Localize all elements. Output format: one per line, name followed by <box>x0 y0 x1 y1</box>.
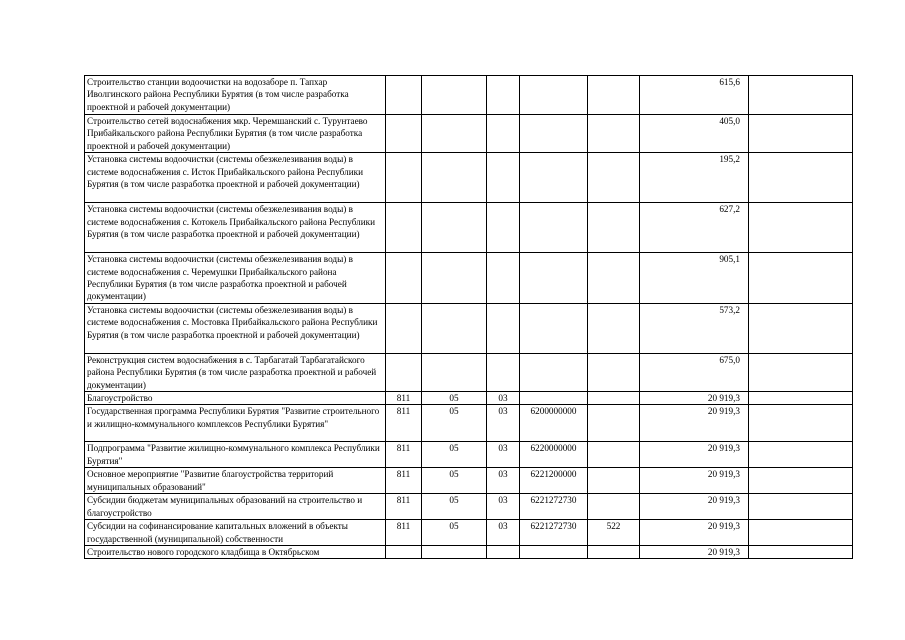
row-csr-cell <box>520 253 588 304</box>
row-amount-cell: 905,1 <box>640 253 749 304</box>
row-vr-cell: 522 <box>588 520 640 546</box>
row-csr-cell: 6221200000 <box>520 468 588 494</box>
table-row <box>85 203 853 253</box>
row-extra-cell <box>749 520 853 546</box>
row-extra-cell <box>749 153 853 203</box>
table-row <box>85 520 853 546</box>
row-amount-cell: 20 919,3 <box>640 392 749 405</box>
row-pr-cell: 03 <box>487 392 520 405</box>
row-extra-cell <box>749 303 853 353</box>
row-csr-cell <box>520 115 588 153</box>
row-csr-cell: 6200000000 <box>520 405 588 442</box>
row-extra-cell <box>749 115 853 153</box>
table-row <box>85 545 853 558</box>
row-rz-cell: 05 <box>422 392 487 405</box>
row-grbs-cell <box>386 153 422 203</box>
row-grbs-cell <box>386 253 422 304</box>
row-rz-cell <box>422 353 487 391</box>
row-name-cell: Благоустройство <box>85 392 386 405</box>
row-grbs-cell: 811 <box>386 494 422 520</box>
row-amount-cell: 20 919,3 <box>640 405 749 442</box>
table-row <box>85 494 853 520</box>
row-grbs-cell <box>386 303 422 353</box>
row-name-cell: Строительство сетей водоснабжения мкр. Черемшанский с. Турунтаево Прибайкальского района Республики Бурятия (в том числе разработка проектной и рабочей документации) <box>85 115 386 153</box>
row-grbs-cell: 811 <box>386 520 422 546</box>
row-extra-cell <box>749 203 853 253</box>
row-amount-cell: 20 919,3 <box>640 545 749 558</box>
row-vr-cell <box>588 442 640 468</box>
row-rz-cell <box>422 76 487 115</box>
table-row <box>85 76 853 115</box>
row-vr-cell <box>588 115 640 153</box>
row-vr-cell <box>588 468 640 494</box>
row-extra-cell <box>749 405 853 442</box>
row-extra-cell <box>749 76 853 115</box>
row-csr-cell: 6221272730 <box>520 494 588 520</box>
row-grbs-cell <box>386 115 422 153</box>
table-row <box>85 115 853 153</box>
budget-table <box>84 75 853 559</box>
row-rz-cell: 05 <box>422 494 487 520</box>
row-pr-cell: 03 <box>487 468 520 494</box>
table-row <box>85 303 853 353</box>
row-pr-cell <box>487 153 520 203</box>
row-csr-cell <box>520 545 588 558</box>
row-vr-cell <box>588 76 640 115</box>
row-rz-cell: 05 <box>422 405 487 442</box>
row-vr-cell <box>588 203 640 253</box>
row-csr-cell: 6220000000 <box>520 442 588 468</box>
row-grbs-cell <box>386 545 422 558</box>
row-name-cell: Установка системы водоочистки (системы обезжелезивания воды) в системе водоснабжения с. Мостовка Прибайкальского района Республики Бурятия (в том числе разработка проектной и рабочей документации) <box>85 303 386 353</box>
row-name-cell: Строительство станции водоочистки на водозаборе п. Тапхар Иволгинского района Республики Бурятия (в том числе разработка проектной и рабочей документации) <box>85 76 386 115</box>
row-amount-cell: 20 919,3 <box>640 442 749 468</box>
table-row <box>85 153 853 203</box>
row-vr-cell <box>588 392 640 405</box>
row-grbs-cell: 811 <box>386 468 422 494</box>
row-amount-cell: 627,2 <box>640 203 749 253</box>
row-csr-cell <box>520 353 588 391</box>
row-amount-cell: 195,2 <box>640 153 749 203</box>
table-body <box>85 76 853 559</box>
row-grbs-cell <box>386 203 422 253</box>
row-rz-cell: 05 <box>422 442 487 468</box>
row-vr-cell <box>588 545 640 558</box>
row-grbs-cell <box>386 76 422 115</box>
row-extra-cell <box>749 468 853 494</box>
row-amount-cell: 615,6 <box>640 76 749 115</box>
row-csr-cell <box>520 153 588 203</box>
row-pr-cell <box>487 76 520 115</box>
row-amount-cell: 573,2 <box>640 303 749 353</box>
row-amount-cell: 675,0 <box>640 353 749 391</box>
table-row <box>85 442 853 468</box>
row-name-cell: Государственная программа Республики Бурятия "Развитие строительного и жилищно-коммунального комплексов Республики Бурятия" <box>85 405 386 442</box>
row-grbs-cell: 811 <box>386 405 422 442</box>
row-name-cell: Установка системы водоочистки (системы обезжелезивания воды) в системе водоснабжения с. Исток Прибайкальского района Республики Бурятия (в том числе разработка проектной и рабочей документации) <box>85 153 386 203</box>
row-grbs-cell: 811 <box>386 392 422 405</box>
row-pr-cell <box>487 253 520 304</box>
table-row <box>85 253 853 304</box>
row-name-cell: Строительство нового городского кладбища в Октябрьском <box>85 545 386 558</box>
row-rz-cell <box>422 153 487 203</box>
table-row <box>85 353 853 391</box>
row-vr-cell <box>588 303 640 353</box>
row-vr-cell <box>588 253 640 304</box>
row-extra-cell <box>749 494 853 520</box>
row-rz-cell <box>422 253 487 304</box>
row-rz-cell: 05 <box>422 520 487 546</box>
row-csr-cell <box>520 76 588 115</box>
row-csr-cell <box>520 203 588 253</box>
row-name-cell: Установка системы водоочистки (системы обезжелезивания воды) в системе водоснабжения с. Черемушки Прибайкальского района Республики Бурятия (в том числе разработка проектной и рабочей документации) <box>85 253 386 304</box>
row-name-cell: Субсидии на софинансирование капитальных вложений в объекты государственной (муниципальной) собственности <box>85 520 386 546</box>
row-vr-cell <box>588 153 640 203</box>
row-name-cell: Реконструкция систем водоснабжения в с. Тарбагатай Тарбагатайского района Республики Бурятия (в том числе разработка проектной и рабочей документации) <box>85 353 386 391</box>
row-pr-cell <box>487 115 520 153</box>
row-vr-cell <box>588 353 640 391</box>
row-csr-cell: 6221272730 <box>520 520 588 546</box>
row-csr-cell <box>520 303 588 353</box>
row-extra-cell <box>749 253 853 304</box>
row-pr-cell: 03 <box>487 405 520 442</box>
row-amount-cell: 20 919,3 <box>640 494 749 520</box>
row-rz-cell: 05 <box>422 468 487 494</box>
row-name-cell: Основное мероприятие "Развитие благоустройства территорий муниципальных образований" <box>85 468 386 494</box>
row-pr-cell <box>487 203 520 253</box>
row-rz-cell <box>422 545 487 558</box>
table-row <box>85 405 853 442</box>
table-row <box>85 468 853 494</box>
row-amount-cell: 20 919,3 <box>640 520 749 546</box>
row-pr-cell <box>487 303 520 353</box>
row-pr-cell: 03 <box>487 442 520 468</box>
table-row <box>85 392 853 405</box>
row-pr-cell: 03 <box>487 494 520 520</box>
row-csr-cell <box>520 392 588 405</box>
row-extra-cell <box>749 545 853 558</box>
row-extra-cell <box>749 392 853 405</box>
row-name-cell: Подпрограмма "Развитие жилищно-коммунального комплекса Республики Бурятия" <box>85 442 386 468</box>
row-amount-cell: 405,0 <box>640 115 749 153</box>
row-grbs-cell: 811 <box>386 442 422 468</box>
row-vr-cell <box>588 405 640 442</box>
row-extra-cell <box>749 353 853 391</box>
row-name-cell: Установка системы водоочистки (системы обезжелезивания воды) в системе водоснабжения с. Котокель Прибайкальского района Республики Бурятия (в том числе разработка проектной и рабочей документации) <box>85 203 386 253</box>
row-amount-cell: 20 919,3 <box>640 468 749 494</box>
row-name-cell: Субсидии бюджетам муниципальных образований на строительство и благоустройство <box>85 494 386 520</box>
row-vr-cell <box>588 494 640 520</box>
row-rz-cell <box>422 203 487 253</box>
row-grbs-cell <box>386 353 422 391</box>
row-extra-cell <box>749 442 853 468</box>
row-rz-cell <box>422 303 487 353</box>
row-pr-cell <box>487 545 520 558</box>
row-pr-cell <box>487 353 520 391</box>
row-rz-cell <box>422 115 487 153</box>
row-pr-cell: 03 <box>487 520 520 546</box>
